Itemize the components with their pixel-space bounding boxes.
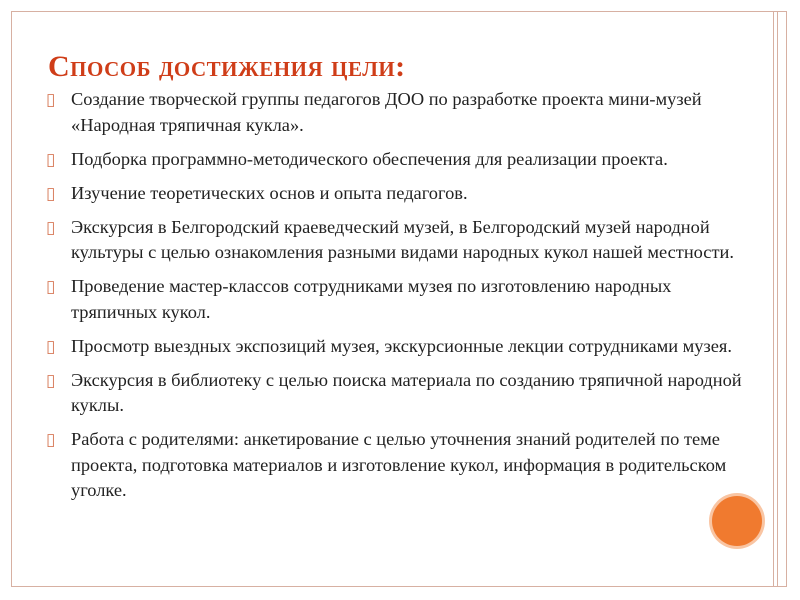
list-item-text: Изучение теоретических основ и опыта педагогов. xyxy=(71,182,468,203)
list-item-text: Просмотр выездных экспозиций музея, экскурсионные лекции сотрудниками музея. xyxy=(71,335,732,356)
bullet-icon: ▯ xyxy=(46,277,56,296)
list-item xyxy=(46,274,761,325)
list-item xyxy=(46,334,761,360)
bullet-icon: ▯ xyxy=(46,90,56,109)
list-item xyxy=(46,87,761,138)
list-item xyxy=(46,427,761,504)
list-item-text: Проведение мастер-классов сотрудниками музея по изготовлению народных тряпичных кукол. xyxy=(71,276,672,322)
list-item-text: Работа с родителями: анкетирование с целью уточнения знаний родителей по теме проекта, подготовка материалов и изготовление кукол, информация в родительском уголке. xyxy=(71,429,727,500)
slide-title: Способ достижения цели: xyxy=(48,50,406,83)
bullet-icon: ▯ xyxy=(46,336,56,356)
frame-rule-right xyxy=(777,11,778,587)
list-item xyxy=(46,181,761,207)
bullet-icon: ▯ xyxy=(46,149,56,169)
list-item-text: Экскурсия в библиотеку с целью поиска материала по созданию тряпичной народной куклы. xyxy=(71,369,742,415)
bullet-icon: ▯ xyxy=(46,183,56,203)
bullet-icon: ▯ xyxy=(46,430,56,449)
bullet-icon: ▯ xyxy=(46,370,56,390)
list-item-text: Создание творческой группы педагогов ДОО по разработке проекта мини-музей «Народная тряпичная кукла». xyxy=(71,89,702,135)
bullet-icon: ▯ xyxy=(46,217,56,237)
list-item-text: Подборка программно-методического обеспечения для реализации проекта. xyxy=(71,148,668,169)
bullet-list xyxy=(46,87,761,512)
list-item-text: Экскурсия в Белгородский краеведческий музей, в Белгородский музей народной культуры с целью ознакомления разными видами народных кукол нашей местности. xyxy=(71,216,734,262)
list-item xyxy=(46,147,761,173)
list-item xyxy=(46,215,761,266)
frame-rule-left xyxy=(773,11,774,587)
list-item xyxy=(46,368,761,419)
decorative-circle xyxy=(712,496,762,546)
